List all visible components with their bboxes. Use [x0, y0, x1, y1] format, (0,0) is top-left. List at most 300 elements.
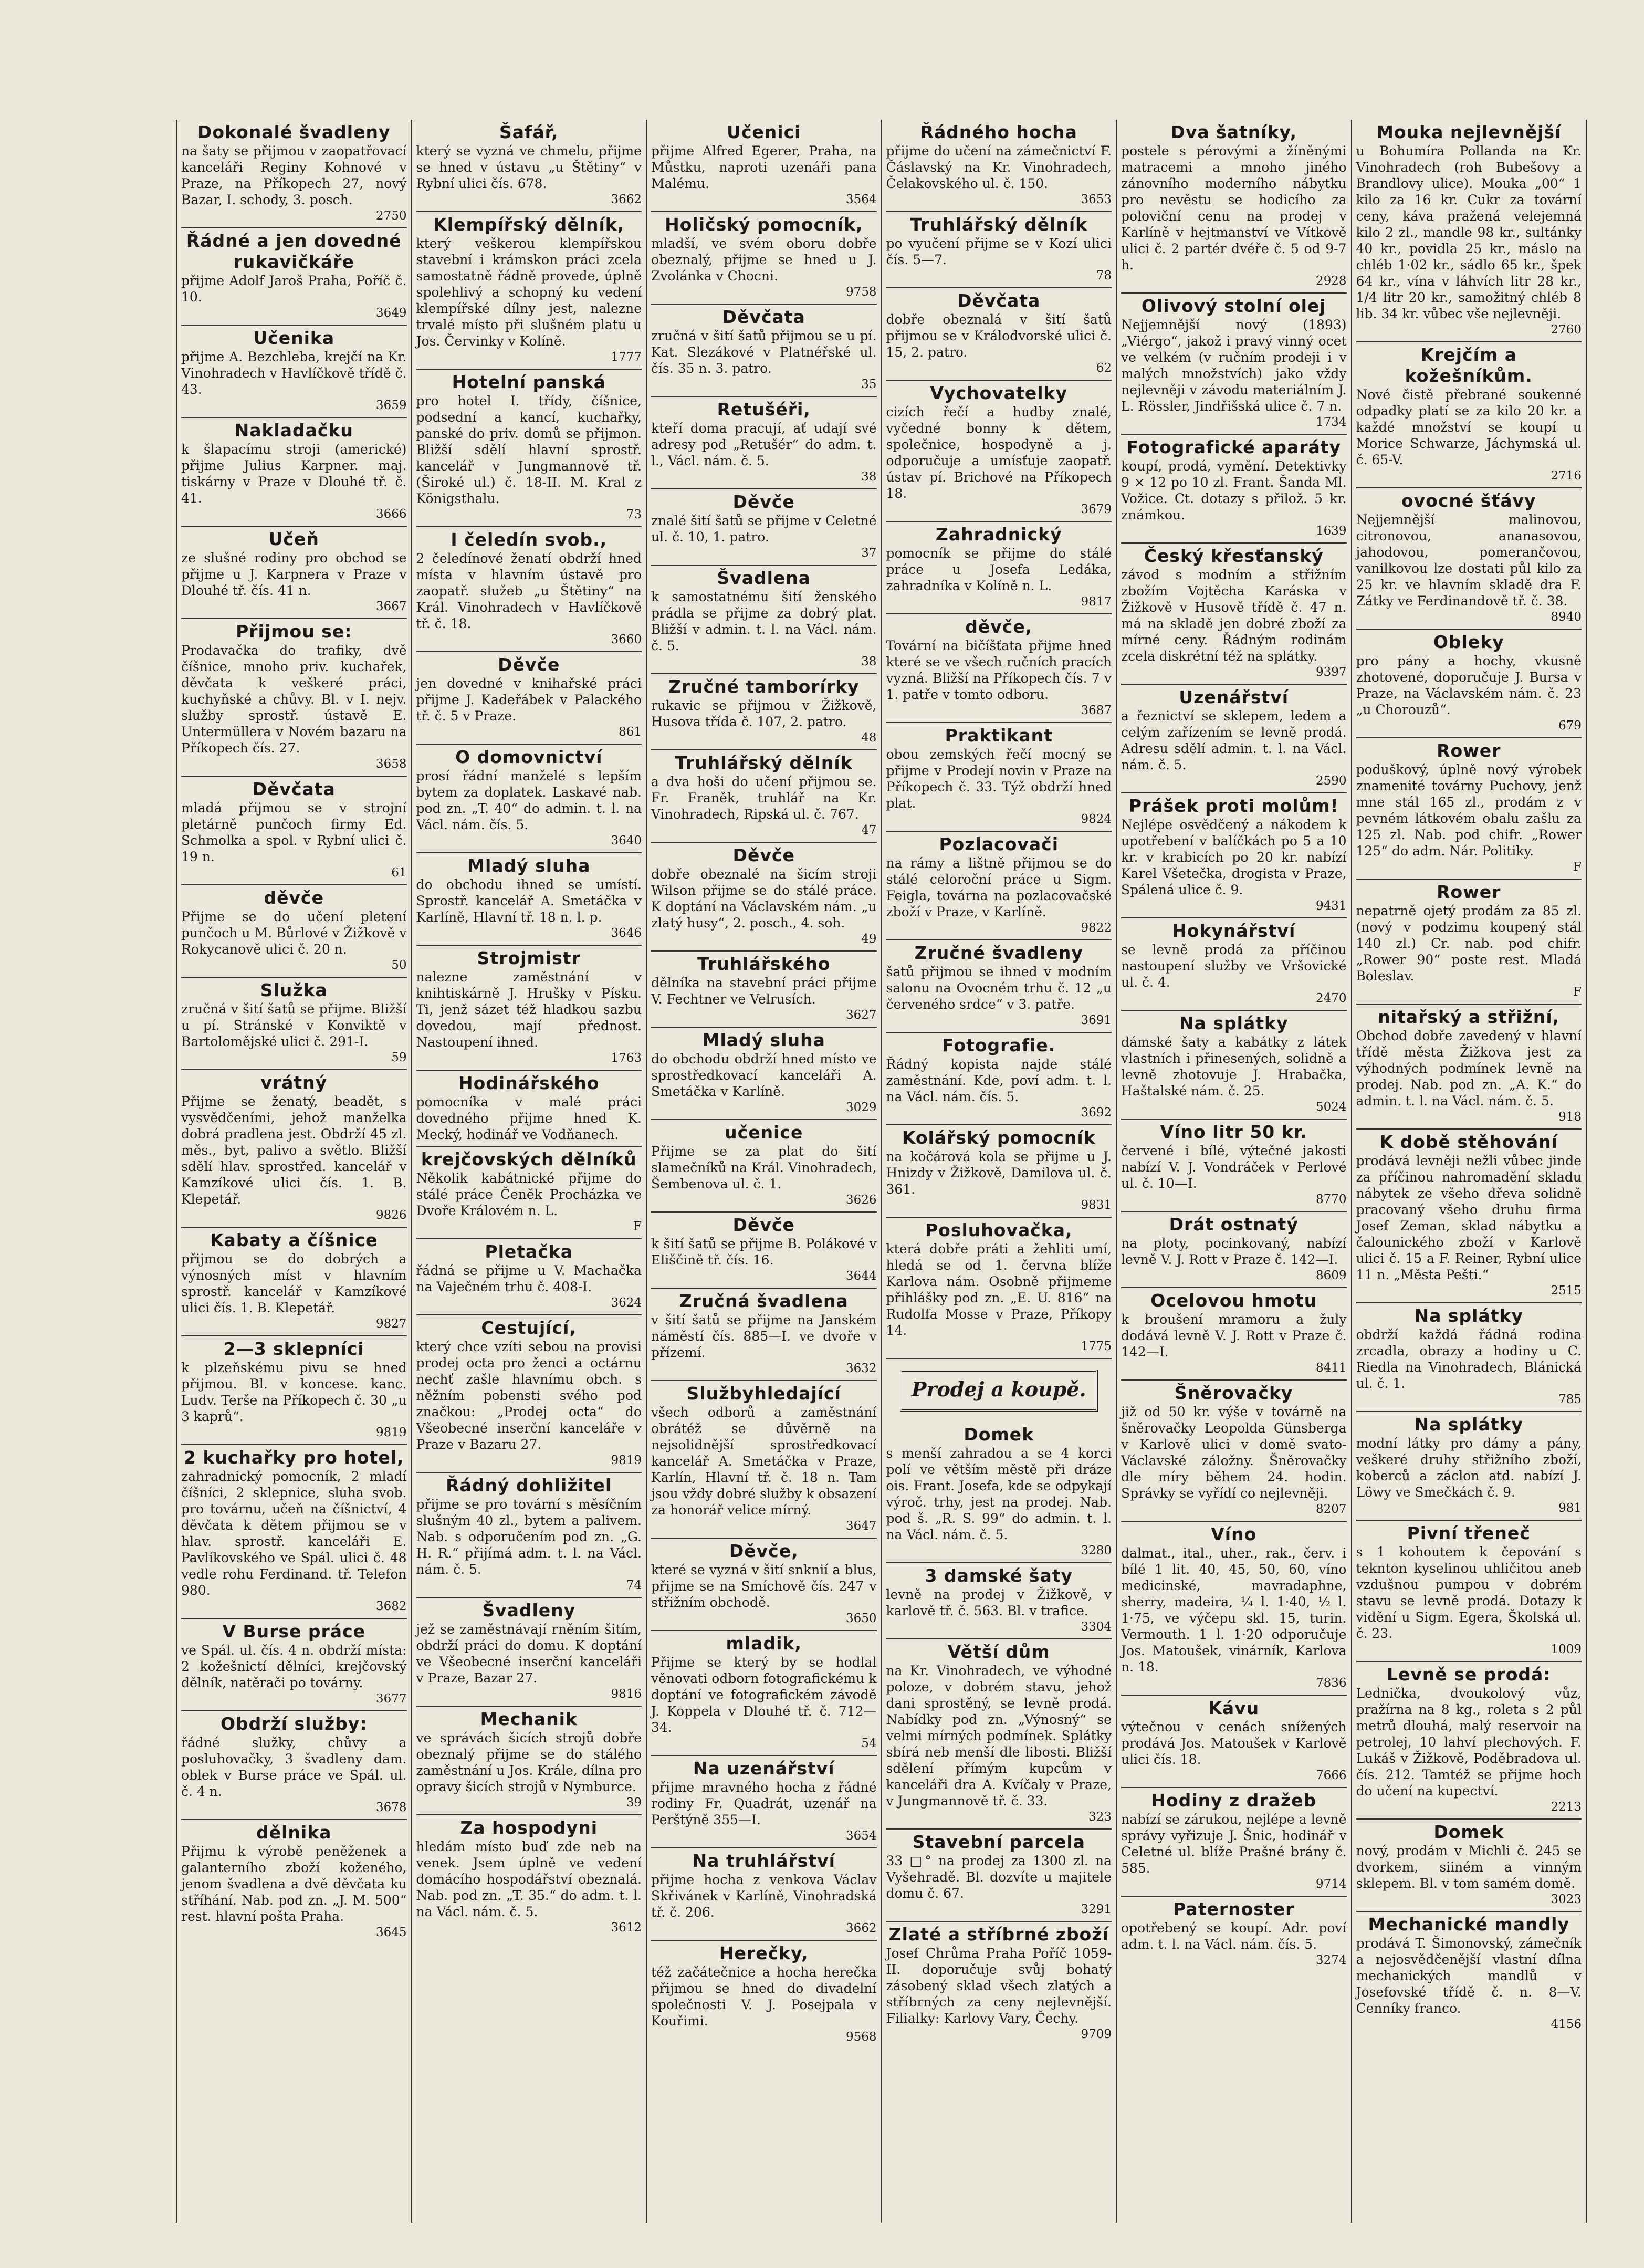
ad-title: Zahradnický [935, 524, 1062, 545]
ad-ref: 1777 [611, 350, 642, 364]
classified-ad [181, 1070, 411, 1228]
ad-ref: 9714 [1315, 1877, 1347, 1891]
ad-title: Klempířský dělník, [433, 214, 625, 235]
ad-body: nabízí se zárukou, nejlépe a levně správy vyřizuje J. Šnic, hodinář v Celetné ul. blíže Prašné brány č. 585. [1121, 1812, 1351, 1876]
ad-title: Švadleny [482, 1600, 576, 1621]
ad-ref: 3626 [845, 1193, 877, 1207]
ad-ref: 3679 [1081, 503, 1112, 516]
classified-ad [1121, 544, 1351, 685]
classified-ad [181, 527, 411, 619]
classified-ad [416, 1071, 646, 1147]
ad-body: do obchodu ihned se umístí. Sprostř. kancelář A. Smetáčka v Karlíně, Hlavní tř. 18 n. l. p. [416, 877, 646, 925]
classified-ad [181, 619, 411, 777]
ad-title: Za hospodyni [460, 1817, 598, 1838]
ad-title: Mouka nejlevnější [1376, 122, 1562, 142]
ad-body: dobře obeznalé na šicím stroji Wilson přijme se do stálé práce. K doptání na Václavském nám. „u zlatý husy“, 2. posch., 4. soh. [651, 866, 881, 931]
ad-body: Tovární na bičíšťata přijme hned které se ve všech ručních pracích vyzná. Bližší na Příkopech čís. 7 v 1. patře v tomto odboru. [886, 638, 1116, 702]
ad-title: Řádný dohližitel [446, 1475, 612, 1496]
classified-ad [416, 946, 646, 1071]
classified-ad [1356, 1912, 1586, 2036]
ad-ref: 54 [861, 1737, 877, 1750]
ad-title: Olivový stolní olej [1141, 296, 1326, 316]
ad-ref: 50 [391, 958, 407, 972]
ad-title: Stavební parcela [912, 1832, 1085, 1852]
ad-body: s 1 kohoutem k čepování s teknton kyselinou uhličitou aneb vzdušnou pumpou v dobrém stavu se levně prodá. Dotazy k vidění u Sigm. Egera, Školská ul. č. 23. [1356, 1544, 1586, 1641]
classified-ad [181, 1228, 411, 1336]
ad-title: Víno [1211, 1524, 1257, 1544]
ad-title: Fotografie. [942, 1035, 1056, 1055]
ad-ref: 3647 [845, 1519, 877, 1533]
ad-title: Hodiny z dražeb [1151, 1790, 1317, 1811]
ad-title: nitařský a střižní, [1378, 1007, 1560, 1027]
ad-body: červené i bílé, výtečné jakosti nabízí V. J. Vondráček v Perlové ul. č. 10—I. [1121, 1143, 1351, 1191]
ad-title: Děvče [732, 1215, 795, 1235]
ad-body: dobře obeznalá v šití šatů přijmou se v Králodvorské ulici č. 15, 2. patro. [886, 312, 1116, 360]
ad-title: Holičský pomocník, [665, 214, 863, 235]
column-1 [177, 120, 412, 2223]
ad-body: se levně prodá za příčinou nastoupení služby ve Vršovické ul. č. 4. [1121, 942, 1351, 990]
ad-ref: 3667 [375, 600, 407, 613]
ad-ref: 3677 [375, 1692, 407, 1706]
ad-title: vrátný [260, 1072, 328, 1093]
ad-body: Přijmu k výrobě peněženek a galanterního zboží koženého, jenom švadlena a dvě děvčata ku stříhání. Nab. pod zn. „J. M. 500“ rest. hlavní pošta Praha. [181, 1844, 411, 1924]
ad-title: Hokynářství [1172, 921, 1296, 941]
ad-ref: 323 [1088, 1810, 1112, 1824]
ad-title: I čeledín svob., [451, 529, 608, 550]
ad-body: 33 □° na prodej za 1300 zl. na Vyšehradě. Bl. dozvíte u majitele domu č. 67. [886, 1853, 1116, 1901]
ad-body: na kočárová kola se přijme u J. Hnizdy v Žižkově, Damilova ul. č. 361. [886, 1149, 1116, 1197]
ad-body: prosí řádní manželé s lepším bytem za doplatek. Laskavé nab. pod zn. „T. 40“ do admin. t. l. na Václ. nám. čís. 5. [416, 768, 646, 832]
ad-ref: 785 [1558, 1393, 1582, 1406]
classified-ad [1121, 793, 1351, 918]
ad-body: poduškový, úplně nový výrobek znamenité továrny Puchovy, jenž mne stál 165 zl., prodám z v pevném látkovém obalu zašlu za 125 zl. Nab. pod chifr. „Rower 125“ do adm. Nár. Politiky. [1356, 762, 1586, 859]
ad-body: jen dovedné v knihařské práci přijme J. Kadeřábek v Palackého tř. č. 5 v Praze. [416, 676, 646, 724]
classified-ad [1356, 488, 1586, 630]
classified-ad [886, 1422, 1116, 1563]
ad-body: koupí, prodá, vymění. Detektivky 9 × 12 po 10 zl. Frant. Šanda Ml. Vožice. Ct. dotazy s přilož. 5 kr. známkou. [1121, 458, 1351, 522]
ad-ref: 5024 [1315, 1100, 1347, 1114]
classified-ad [651, 120, 881, 212]
ad-body: po vyučení přijme se v Kozí ulici čís. 5—7. [886, 236, 1116, 267]
ad-ref: 35 [861, 378, 877, 391]
ad-ref: 38 [861, 655, 877, 668]
ad-body: Nejjemnější nový (1893) „Viérgo“, jakož i pravý vinný ocet ve velkém (v ručním prodeji i v malých množstvích) jako vždy nejlevněji v závodu materiálním J. L. Rössler, Jindřišská ulice č. 7 n. [1121, 317, 1351, 414]
ad-body: mladá přijmou se v strojní pletárně punčoch firmy Ed. Schmolka a spol. v Rybní ulici č. 19 n. [181, 800, 411, 864]
ad-body: šatů přijmou se ihned v modním salonu na Ovocném trhu č. 12 „u červeného srdce“ v 3. patře. [886, 964, 1116, 1012]
classified-ad [651, 1631, 881, 1756]
ad-ref: 73 [626, 508, 642, 521]
ad-title: Zručné tamborírky [668, 676, 860, 697]
classified-ad [651, 843, 881, 952]
classified-ad [651, 1289, 881, 1381]
ad-title: 2—3 sklepníci [223, 1339, 364, 1359]
ad-ref: 3660 [611, 633, 642, 646]
classified-ad [1121, 435, 1351, 544]
ad-body: 2 čeledínové ženatí obdrží hned místa v hlavním ústavě pro zaopatř. služeb „u Štětiny“ na Král. Vinohradech v Havlíčkově tř. č. 18. [416, 551, 646, 631]
ad-body: přijmou se do dobrých a výnosných míst v hlavním sprostř. kancelář v Kamzíkové ulici čís. 1. B. Klepetář. [181, 1251, 411, 1315]
classified-ad [886, 1033, 1116, 1125]
ad-title: mladik, [726, 1633, 802, 1654]
ad-ref: 3291 [1081, 1903, 1112, 1916]
classified-ad [181, 228, 411, 326]
classified-ad [416, 1315, 646, 1473]
ad-ref: 1763 [611, 1051, 642, 1065]
ad-title: V Burse práce [222, 1621, 366, 1642]
ad-title: Uzenářství [1179, 687, 1289, 707]
ad-body: Josef Chrůma Praha Poříč 1059-II. doporučuje svůj bohatý zásobený sklad všech zlatých a stříbrných za ceny nejlevnější. Filialky: Karlovy Vary, Čechy. [886, 1946, 1116, 2026]
ad-ref: F [1573, 860, 1582, 874]
section-heading-box [900, 1370, 1098, 1412]
ad-body: Lednička, dvoukolový vůz, pražírna na 8 kg., roleta s 2 půl metrů dlouhá, malý reservoir na petrolej, 10 lahví plechových. F. Lukáš v Žižkově, Poděbradova ul. čís. 212. Tamtéž se přijme hoch do učení na kupectví. [1356, 1686, 1586, 1799]
ad-body: hledám místo buď zde neb na venek. Jsem úplně ve vedení domácího hospodářství obeznalá. Nab. pod zn. „T. 35.“ do adm. t. l. na Václ. nám. č. 5. [416, 1839, 646, 1919]
ad-ref: 9709 [1081, 2027, 1112, 2041]
ad-ref: 3650 [845, 1612, 877, 1625]
ad-title: Učenika [253, 328, 335, 348]
ad-title: děvče [264, 887, 324, 908]
ad-ref: 78 [1096, 269, 1112, 283]
ad-title: Mechanik [480, 1709, 578, 1729]
ad-ref: 8770 [1315, 1193, 1347, 1206]
ad-title: Truhlářský dělník [910, 214, 1088, 235]
classified-ad [886, 120, 1116, 212]
ad-body: přijme A. Bezchleba, krejčí na Kr. Vinohradech v Havlíčkově třídě č. 43. [181, 349, 411, 397]
ad-ref: 1639 [1315, 524, 1347, 538]
classified-ad [886, 1830, 1116, 1922]
ad-title: Kávu [1208, 1698, 1260, 1718]
ad-title: Děvče [498, 654, 560, 675]
classified-ad [651, 1028, 881, 1120]
ad-body: všech odborů a zaměstnání obrátéž se důvěrně na nejsolidnější sprostředkovací kancelář A. Smetáčka v Praze, Karlín, Hlavní tř. č. 18 n. Tam jsou vždy dobré služby k obsazení za honorář velice mírný. [651, 1405, 881, 1518]
classified-ad [886, 1922, 1116, 2046]
classified-ad [886, 381, 1116, 522]
ad-body: mladší, ve svém oboru dobře obeznalý, přijme se hned u J. Zvolánka v Chocni. [651, 236, 881, 284]
ad-body: nalezne zaměstnání v knihtiskárně J. Hrušky v Písku. Ti, jenž sázet též hladkou sazbu dovedou, mají přednost. Nastoupení ihned. [416, 969, 646, 1050]
ad-body: Nejjemnější malinovou, citronovou, ananasovou, jahodovou, pomerančovou, vanilkovou lze dostati půl kilo za 25 kr. ve hlavním skladě dra F. Zátky ve Ferdinandově tř. č. 38. [1356, 512, 1586, 609]
ad-ref: 2515 [1551, 1284, 1582, 1298]
classified-ad [886, 1639, 1116, 1830]
ad-title: Zlaté a stříbrné zboží [888, 1924, 1109, 1945]
ad-title: Děvče, [729, 1541, 799, 1561]
ad-body: znalé šití šatů se přijme v Celetné ul. č. 10, 1. patro. [651, 513, 881, 545]
classified-ad [1121, 1522, 1351, 1696]
ad-title: Na splátky [1179, 1013, 1289, 1033]
ad-body: s menší zahradou a se 4 korci polí ve větším městě při dráze ois. Frant. Josefa, kde se odpykají výroč. trhy, jest na prodej. Nab. pod š. „R. S. 99“ do admin. t. l. na Václ. nám. č. 5. [886, 1446, 1116, 1542]
ad-ref: 3678 [375, 1801, 407, 1814]
classified-ad [416, 1598, 646, 1707]
classified-ad [886, 522, 1116, 614]
ad-body: na rámy a lištně přijmou se do stálé celoroční práce u Sigm. Feigla, továrna na pozlacovačské zboží v Praze, v Karlíně. [886, 855, 1116, 919]
ad-ref: 9397 [1315, 665, 1347, 679]
ad-body: jež se zaměstnávají rněním šitím, obdrží práci do domu. K doptání ve Všeobecné inserční kanceláři v Praze, Bazar 27. [416, 1622, 646, 1686]
ad-ref: 2760 [1551, 323, 1582, 337]
classified-ad [651, 305, 881, 397]
ad-ref: 2590 [1315, 774, 1347, 788]
column-5 [1117, 120, 1352, 2223]
ad-ref: 3658 [375, 757, 407, 771]
ad-title: Děvčata [252, 779, 336, 799]
ad-title: Hodinářského [458, 1073, 600, 1093]
ad-body: který chce vzíti sebou na provisi prodej octa pro ženci a octárnu nechť zašle hlavnímu obch. s něžním pobensti svého pod značkou: „Prodej octa“ do Všeobecné inserční kanceláře v Praze v Bazaru 27. [416, 1339, 646, 1452]
ad-body: k broušení mramoru a žuly dodává levně V. J. Rott v Praze č. 142—I. [1121, 1312, 1351, 1360]
ad-title: Ocelovou hmotu [1150, 1290, 1317, 1311]
ad-title: Cestující, [481, 1318, 577, 1338]
ad-ref: 3612 [611, 1921, 642, 1935]
ad-title: Rower [1437, 740, 1501, 761]
classified-ad [1356, 1412, 1586, 1521]
classified-ad [886, 1218, 1116, 1359]
classified-ad [651, 952, 881, 1028]
ad-ref: 9568 [845, 2030, 877, 2044]
ad-body: u Bohumíra Pollanda na Kr. Vinohradech (roh Bubešovy a Brandlovy ulice). Mouka „00“ 1 kilo za 16 kr. Cukr za tovární ceny, káva pražená velejemná kilo 2 zl., mandle 98 kr., sultánky 40 kr., povidla 25 kr., máslo na chléb 1·02 kr., sádlo 65 kr., špek 64 kr., vína v láhvích litr 28 kr., 1/4 litr 20 kr., samožitný chléb 8 lib. 34 kr. vůbec vše nejlevněji. [1356, 143, 1586, 321]
ad-body: Několik kabátnické přijme do stálé práce Čeněk Procházka ve Dvoře Královém n. L. [416, 1170, 646, 1218]
classified-ad [1356, 1005, 1586, 1130]
ad-ref: 9824 [1081, 812, 1112, 826]
ad-body: pomocník se přijme do stálé práce u Josefa Ledáka, zahradníka v Kolíně n. L. [886, 546, 1116, 593]
ad-title: Šafář, [499, 122, 559, 142]
ad-body: rukavic se přijmou v Žižkově, Husova třída č. 107, 2. patro. [651, 698, 881, 729]
classified-ad [651, 674, 881, 750]
ad-ref: 3564 [845, 193, 877, 206]
ad-body: dámské šaty a kabátky z látek vlastních i přinesených, solidně a levně zhotovuje J. Hrabačka, Haštalské nám. č. 25. [1121, 1034, 1351, 1099]
ad-ref: 2470 [1315, 991, 1347, 1005]
classified-ad [416, 745, 646, 853]
section-heading: Prodej a koupě. [911, 1377, 1086, 1401]
ad-body: Přijme se který by se hodlal věnovati odborn fotografickému k doptání ve fotografickém závodě J. Koppela v Dlouhé tř. č. 712—34. [651, 1655, 881, 1735]
ad-title: Děvče [732, 845, 795, 865]
classified-ad [181, 120, 411, 228]
ad-title: Herečky, [719, 1943, 809, 1963]
ad-ref: 3692 [1081, 1106, 1112, 1120]
ad-body: levně na prodej v Žižkově, v karlově tř. č. 563. Bl. v trafice. [886, 1587, 1116, 1618]
ad-ref: 3304 [1081, 1620, 1112, 1634]
ad-body: nepatrně ojetý prodám za 85 zl. (nový v podzimu koupený stál 140 zl.) Cr. nab. pod chifr. „Rower 90“ poste rest. Mladá Boleslav. [1356, 903, 1586, 984]
ad-ref: 48 [861, 731, 877, 745]
ad-body: Nejlépe osvědčený a nákodem k upotřebení v balíčkách po 5 a 10 kr. v krabicích po 20 kr. nabízí Karel Všetečka, drogista v Praze, Spálená ulice č. 9. [1121, 817, 1351, 897]
ad-body: nový, prodám v Michli č. 245 se dvorkem, siiném a vinným sklepem. Bl. v tom samém domě. [1356, 1843, 1586, 1891]
classified-ad [416, 1815, 646, 1939]
ad-body: dalmat., ital., uher., rak., červ. i bílé 1 lit. 40, 45, 50, 60, víno medicinské, mavradaphne, sherry, madeira, ¼ l. 1·40, ½ l. 1·75, ve výčepu skl. 15, turin. Vermouth. 1 l. 1·20 odporučuje Jos. Matoušek, vinárník, Karlova n. 18. [1121, 1545, 1351, 1675]
ad-ref: 3691 [1081, 1013, 1112, 1027]
ad-title: Na uzenářství [693, 1758, 835, 1779]
ad-ref: 3659 [375, 399, 407, 412]
ad-ref: 47 [861, 823, 877, 837]
ad-title: ovocné šťávy [1401, 490, 1536, 511]
ad-title: děvče, [965, 616, 1033, 637]
classified-ad [416, 1707, 646, 1815]
ad-ref: 2928 [1315, 274, 1347, 288]
ad-body: který veškerou klempířskou stavební i krámskon práci zcela samostatně řádně provede, úplně spolehlivý a schopný ku vedení klempířské dílny jest, nalezne trvalé místo při slušném platu u Jos. Červinky v Kolíně. [416, 236, 646, 349]
ad-ref: 9758 [845, 285, 877, 299]
classified-ad [416, 527, 646, 652]
classified-ad [1356, 738, 1586, 880]
ad-ref: 2750 [375, 209, 407, 223]
ad-title: Větší dům [947, 1642, 1050, 1662]
ad-body: kteří doma pracují, ať udají své adresy pod „Retušér“ do adm. t. l., Václ. nám. č. 5. [651, 421, 881, 468]
ad-title: Paternoster [1173, 1899, 1295, 1919]
ad-title: Obdrží služby: [220, 1713, 368, 1734]
ad-ref: 2213 [1551, 1800, 1582, 1814]
ad-title: krejčovských dělníků [421, 1149, 637, 1169]
ad-title: učenice [725, 1122, 803, 1143]
classified-ad [651, 1381, 881, 1539]
ad-body: k šití šatů se přijme B. Polákové v Eliščině tř. čís. 16. [651, 1236, 881, 1268]
ad-ref: 3632 [845, 1362, 877, 1375]
ad-body: Řádný kopista najde stálé zaměstnání. Kde, poví adm. t. l. na Václ. nám. čís. 5. [886, 1057, 1116, 1104]
classified-ad [1121, 1212, 1351, 1288]
ad-title: Pivní třeneč [1407, 1523, 1531, 1543]
ad-ref: 62 [1096, 361, 1112, 375]
ad-body: Přijme se ženatý, beadět, s vysvědčeními, jehož manželka dobrá pradlena jest. Obdrží 45 zl. měs., byt, palivo a světlo. Bližší sdělí hlav. sprostřed. kancelář v Kamzíkové ulici čís. 1. B. Klepetář. [181, 1094, 411, 1207]
ad-title: Děvče [732, 492, 795, 512]
ad-body: obdrží každá řádná rodina zrcadla, obrazy a hodiny u C. Riedla na Vinohradech, Blánická ul. č. 1. [1356, 1327, 1586, 1391]
classified-ad [181, 885, 411, 978]
ad-ref: 49 [861, 932, 877, 946]
ad-ref: 39 [626, 1796, 642, 1810]
ad-title: Zručné švadleny [914, 943, 1083, 963]
ad-body: který se vyzná ve chmelu, přijme se hned v ústavu „u Štětiny“ v Rybní ulici čís. 678. [416, 143, 646, 191]
ad-title: Na splátky [1414, 1305, 1523, 1326]
classified-ad [1356, 1130, 1586, 1303]
ad-ref: 3662 [845, 1921, 877, 1935]
ad-ref: 3280 [1081, 1544, 1112, 1558]
classified-ad [181, 777, 411, 885]
classified-ad [651, 1213, 881, 1289]
ad-title: Dva šatníky, [1170, 122, 1297, 142]
classified-ad [416, 1147, 646, 1239]
ad-ref: 3682 [375, 1600, 407, 1613]
ad-title: Pozlacovači [939, 834, 1059, 854]
ad-body: již od 50 kr. výše v továrně na šněrovačky Leopolda Günsberga v Karlově ulici v domě svato-Václavské záložny. Šněrovačky dle míry během 24. hodin. Správky se vyřídí co nejlevněji. [1121, 1404, 1351, 1501]
ad-body: a řeznictví se sklepem, ledem a celým zařízením se levně prodá. Adresu sdělí admin. t. l. na Václ. nám. č. 5. [1121, 708, 1351, 772]
ad-title: Retušéři, [717, 399, 811, 420]
ad-ref: 9826 [375, 1208, 407, 1222]
ad-title: Přijmou se: [236, 621, 352, 642]
classified-ad [1121, 1696, 1351, 1788]
ad-body: přijme se pro tovární s měsíčním slušným 40 zl., bytem a palivem. Nab. s odporučením pod zn. „G. H. R.“ přijímá adm. t. l. na Václ. nám. č. 5. [416, 1497, 646, 1577]
ad-body: obou zemských řečí mocný se přijme v Prodejí novin v Praze na Příkopech č. 33. Týž obdrží hned plat. [886, 747, 1116, 811]
ad-title: Učenici [727, 122, 801, 142]
ad-body: k plzeňskému pivu se hned přijmou. Bl. v koncese. kanc. Ludv. Terše na Příkopech č. 30 „u 3 kaprů“. [181, 1360, 411, 1424]
classified-ad [1356, 880, 1586, 1005]
classified-ad [181, 326, 411, 418]
ad-ref: 679 [1558, 719, 1582, 733]
ad-title: Truhlářského [697, 954, 831, 974]
classified-ad [1121, 1788, 1351, 1897]
ad-ref: 74 [626, 1579, 642, 1592]
ad-body: přijme mravného hocha z řádné rodiny Fr. Quadrát, uzenář na Perštýně 355—I. [651, 1780, 881, 1827]
ad-body: v šití šatů se přijme na Janském náměstí čís. 885—I. ve dvoře v přízemí. [651, 1312, 881, 1360]
classified-ad [1356, 120, 1586, 342]
ad-title: Řádné a jen dovedné rukavičkáře [186, 231, 402, 272]
ad-ref: 9819 [375, 1426, 407, 1439]
ad-body: prodává levněji nežli vůbec jinde za příčinou nahromadění skladu nábytek ze všeho dřeva solidně pracovaný všeho druhu firma Josef Zeman, sklad nábytku a čalounického zboží v Karlově ulici č. 15 a F. Reiner, Rybní ulice 11 n. „Města Pešti.“ [1356, 1153, 1586, 1282]
ad-ref: 3627 [845, 1008, 877, 1022]
classified-ad [1121, 685, 1351, 793]
ad-body: Přijme se do učení pletení punčoch u M. Bůrlové v Žižkově v Rokycanově ulici č. 20 n. [181, 909, 411, 957]
classified-ad [1121, 1897, 1351, 1972]
ad-ref: 9816 [611, 1687, 642, 1701]
ad-title: Rower [1437, 882, 1501, 902]
classified-columns [176, 120, 1587, 2223]
ad-title: Praktikant [945, 725, 1053, 746]
ad-ref: 9817 [1081, 595, 1112, 609]
ad-title: Český křesťanský [1144, 546, 1324, 566]
ad-body: přijme hocha z venkova Václav Skřivánek v Karlíně, Vinohradská tř. č. 206. [651, 1872, 881, 1920]
ad-body: ve Spál. ul. čís. 4 n. obdrží místa: 2 kožešnictí dělníci, krejčovský dělník, natěrači po továrny. [181, 1643, 411, 1690]
column-6 [1352, 120, 1587, 2223]
ad-ref: 3644 [845, 1269, 877, 1283]
ad-body: Obchod dobře zavedený v hlavní třídě města Žižkova jest za výhodných podmínek levně na prodej. Nab. pod zn. „A. K.“ do admin. t. l. na Václ. nám. č. 5. [1356, 1028, 1586, 1109]
ad-title: Krejčím a kožešníkům. [1405, 344, 1533, 386]
ad-body: modní látky pro dámy a pány, veškeré druhy střižního zboží, koberců a záclon atd. nabízí J. Löwy ve Smečkách č. 9. [1356, 1436, 1586, 1500]
ad-ref: 3687 [1081, 704, 1112, 717]
ad-body: a dva hoši do učení přijmou se. Fr. Franěk, truhlář na Kr. Vinohradech, Ripská ul. č. 767. [651, 774, 881, 822]
ad-body: opotřebený se koupí. Adr. poví adm. t. l. na Václ. nám. čís. 5. [1121, 1920, 1351, 1952]
ad-title: Na splátky [1414, 1414, 1523, 1435]
ad-body: zahradnický pomocník, 2 mladí číšníci, 2 sklepnice, sluha svob. pro továrnu, učeň na číšnictví, 4 děvčata k dětem přijmou se v hlav. sprostř. kanceláři E. Pavlíkovského ve Spál. ulici č. 48 vedle rohu Ferdinand. tř. Telefon 980. [181, 1469, 411, 1598]
ad-ref: 2716 [1551, 469, 1582, 483]
ad-body: řádné služky, chůvy a posluhovačky, 3 švadleny dam. oblek v Burse práce ve Spál. ul. č. 4 n. [181, 1735, 411, 1799]
classified-ad [1121, 120, 1351, 294]
ad-body: též začátečnice a hocha herečka přijmou se hned do divadelní společnosti V. J. Posejpala v Kouřimi. [651, 1964, 881, 2029]
classified-ad [1356, 1521, 1586, 1662]
ad-body: prodává T. Šimonovský, zámečník a nejosvědčenější vlastní dílna mechanických mandlů v Josefovské třídě č. n. 8—V. Cenníky franco. [1356, 1936, 1586, 2016]
classified-ad [1356, 1662, 1586, 1820]
classified-ad [416, 652, 646, 745]
ad-title: Službyhledající [686, 1383, 841, 1404]
ad-ref: 3653 [1081, 193, 1112, 206]
classified-ad [886, 940, 1116, 1033]
ad-body: pomocníka v malé práci dovedného přijme hned K. Mecký, hodinář ve Vodňanech. [416, 1094, 646, 1142]
ad-ref: F [1573, 985, 1582, 999]
classified-ad [651, 212, 881, 305]
classified-ad [181, 1820, 411, 1944]
ad-body: k šlapacímu stroji (americké) přijme Julius Karpner. maj. tiskárny v Praze v Dlouhé tř. č. 41. [181, 442, 411, 506]
ad-title: Kolářský pomocník [902, 1127, 1096, 1148]
ad-body: zručná v šití šatů se přijme. Bližší u pí. Stránské v Konviktě v Bartolomějské ulici č. 291-I. [181, 1001, 411, 1049]
classified-ad [1121, 1288, 1351, 1381]
ad-body: řádná se přijme u V. Machačka na Vaječném trhu č. 408-I. [416, 1263, 646, 1294]
column-4 [882, 120, 1117, 2223]
ad-title: Dokonalé švadleny [197, 122, 391, 142]
ad-body: Prodavačka do trafiky, dvě číšnice, mnoho priv. kuchařek, děvčata k veškeré práci, kuchyňské a chůvy. Bl. v I. nejv. služby sprostř. ústavě E. Untermüllera v Novém bazaru na Příkopech čís. 27. [181, 643, 411, 756]
ad-body: k samostatnému šití ženského prádla se přijme za dobrý plat. Bližší v admin. t. l. na Václ. nám. č. 5. [651, 589, 881, 653]
ad-body: které se vyzná v šití snknií a blus, přijme se na Smíchově čís. 247 v střižním obchodě. [651, 1562, 881, 1610]
ad-ref: 3023 [1551, 1893, 1582, 1906]
ad-title: Domek [1433, 1822, 1504, 1842]
ad-ref: 1734 [1315, 415, 1347, 429]
classified-ad [1356, 1303, 1586, 1412]
ad-ref: 3654 [845, 1829, 877, 1843]
ad-title: Služka [260, 980, 328, 1000]
ad-body: přijme do učení na zámečnictví F. Čáslavský na Kr. Vinohradech, Čelakovského ul. č. 150. [886, 143, 1116, 191]
ad-body: zručná v šití šatů přijmou se u pí. Kat. Slezákové v Platnéřské ul. čís. 35 n. 3. patro. [651, 328, 881, 376]
classified-ad [1356, 630, 1586, 738]
ad-body: na Kr. Vinohradech, ve výhodné poloze, v dobrém stavu, jehož dani sprostěný, se levně prodá. Nabídky pod zn. „Výnosný“ se velmi mírných podmínek. Splátky sbírá neb menší dle libosti. Bližší sdělení přímým kupcům v kanceláři dra A. Kvíčaly v Praze, v Jungmannově tř. č. 33. [886, 1663, 1116, 1809]
ad-title: Mladý sluha [702, 1030, 825, 1050]
ad-title: Učeň [268, 529, 319, 549]
classified-ad [651, 1848, 881, 1941]
classified-ad [416, 853, 646, 946]
ad-ref: 37 [861, 546, 877, 560]
classified-ad [886, 288, 1116, 381]
ad-title: Drát ostnatý [1169, 1214, 1299, 1235]
ad-body: na ploty, pocinkovaný, nabízí levně V. J. Rott v Praze č. 142—I. [1121, 1236, 1351, 1267]
ad-body: výtečnou v cenách snížených prodává Jos. Matoušek v Karlově ulici čís. 18. [1121, 1719, 1351, 1767]
classified-ad [181, 418, 411, 527]
ad-ref: 59 [391, 1051, 407, 1064]
ad-title: Strojmistr [477, 948, 581, 968]
